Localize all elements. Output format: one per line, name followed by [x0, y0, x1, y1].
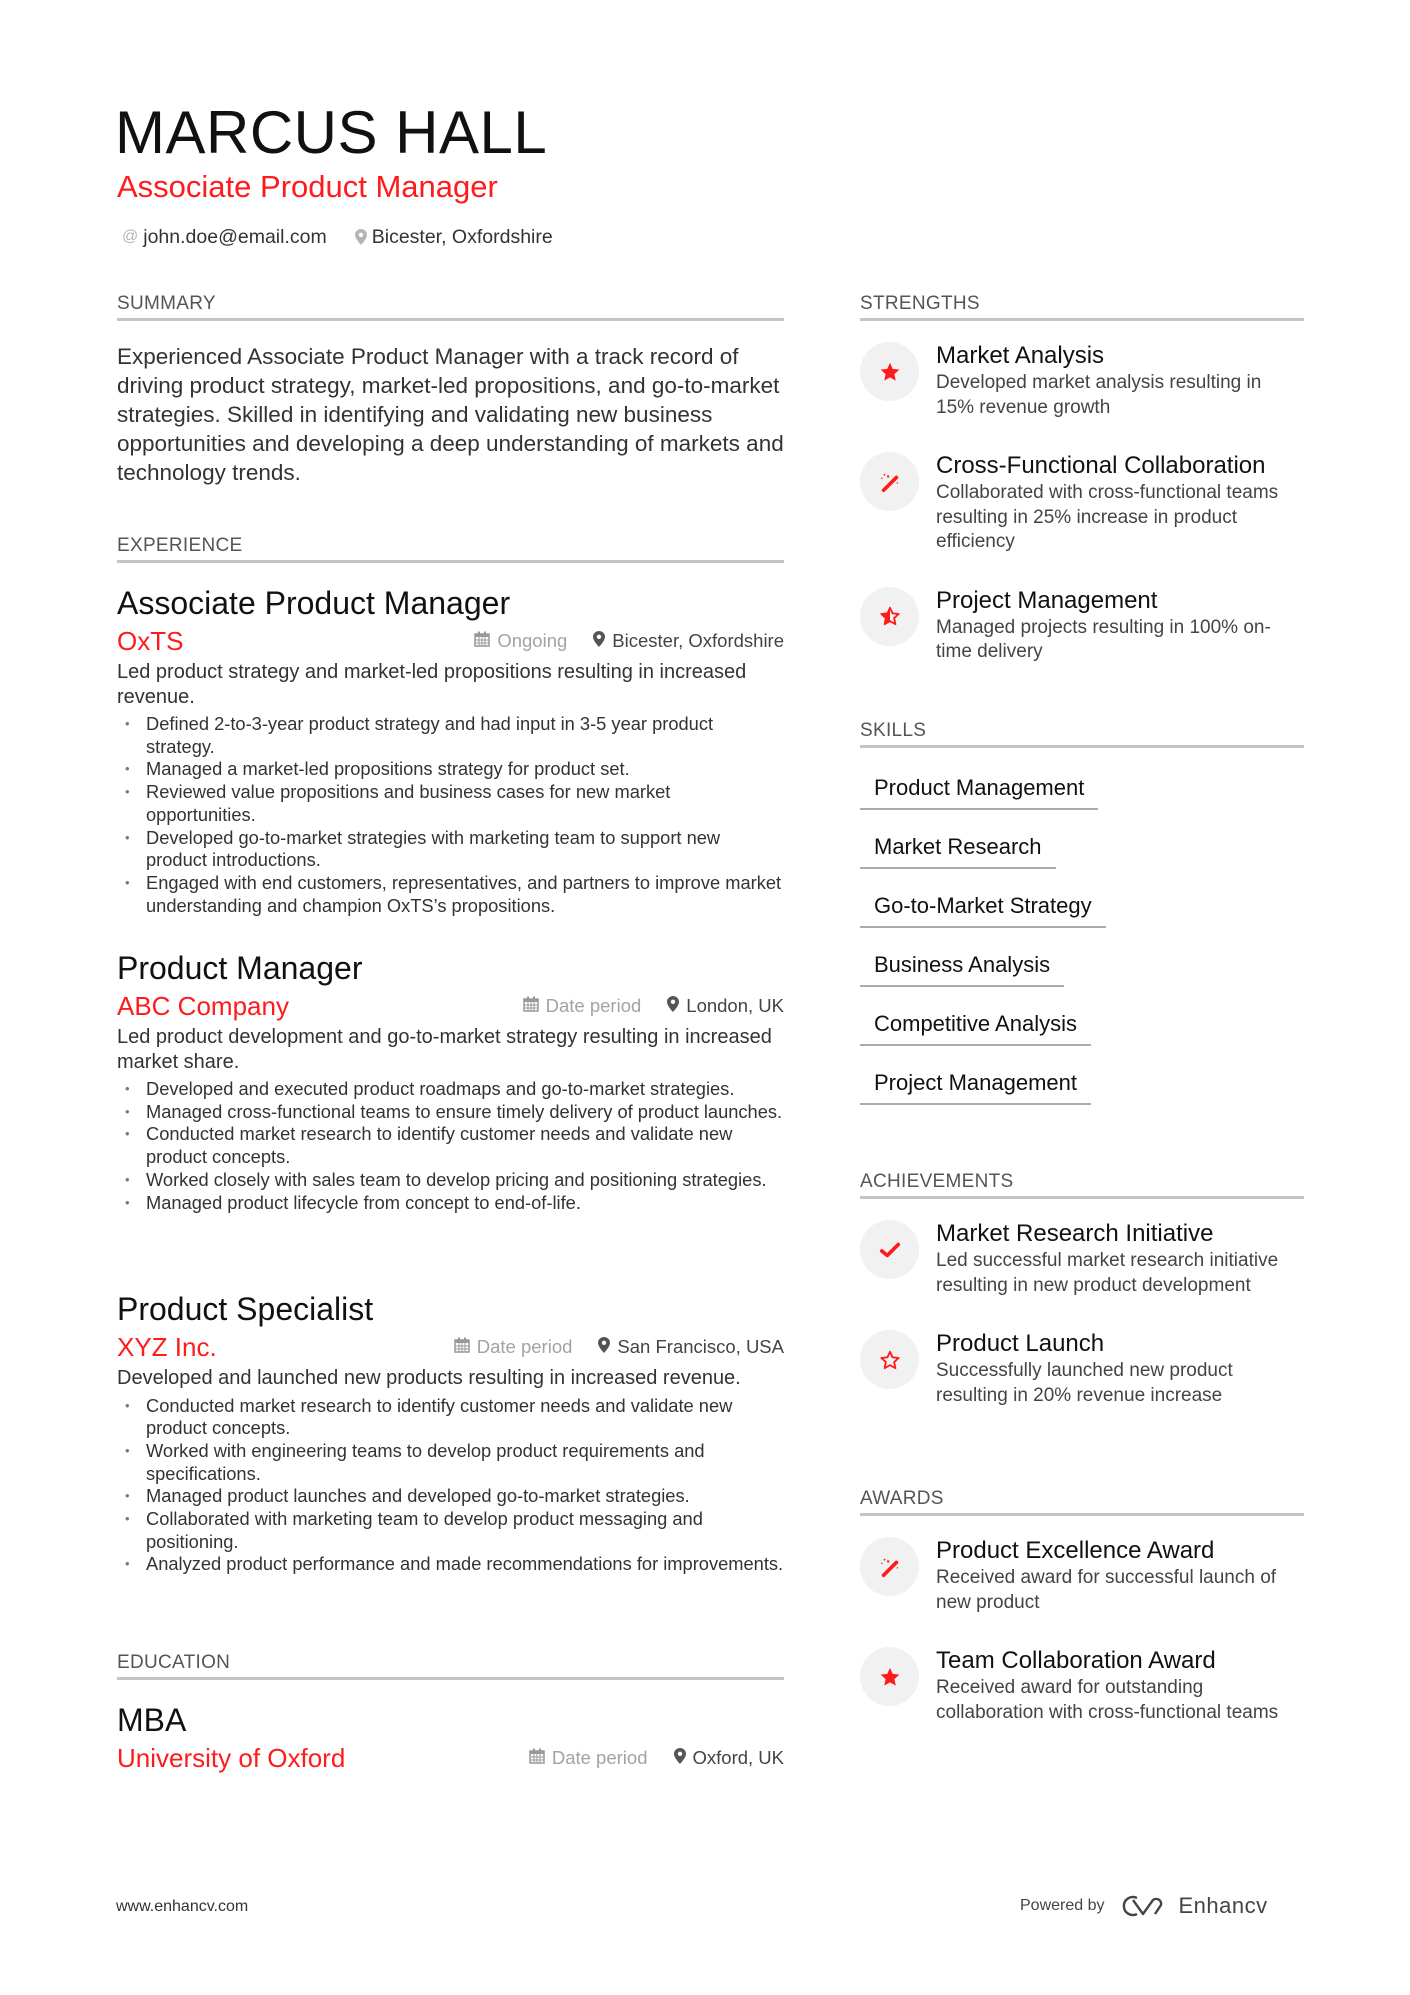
bullet-item: • Worked with engineering teams to develop product requirements and specifications. — [146, 1440, 784, 1485]
skills-list — [860, 773, 1304, 1105]
bullet-item: • Conducted market research to identify customer needs and validate new product concepts. — [146, 1123, 784, 1168]
achievements-item — [860, 1329, 1304, 1408]
summary-text: Experienced Associate Product Manager with a track record of driving product strategy, market-led propositions, and go-to-market strategies. Skilled in identifying and validating new business opportunities and developing a deep understanding of markets and technology trends. — [117, 344, 784, 485]
skill-tag: Project Management — [860, 1068, 1091, 1105]
location-pin-icon — [598, 1336, 610, 1358]
star-solid-icon — [860, 342, 919, 401]
bullet-item: • Managed cross-functional teams to ensure timely delivery of product launches. — [146, 1101, 784, 1124]
star-solid-icon — [860, 1647, 919, 1706]
job-meta-row — [117, 987, 784, 1025]
summary-section — [117, 293, 784, 487]
item-title: Market Research Initiative — [936, 1220, 1214, 1247]
calendar-icon — [523, 995, 539, 1017]
section-heading-skills: SKILLS — [860, 720, 927, 741]
location-pin-icon — [674, 1747, 686, 1769]
job-bullets — [117, 1078, 784, 1214]
job-location — [667, 995, 784, 1017]
strengths-item — [860, 586, 1304, 665]
footer-branding — [1020, 1893, 1268, 1919]
skill-tag: Go-to-Market Strategy — [860, 891, 1106, 928]
education-section — [117, 1652, 784, 1680]
job-entry — [117, 949, 784, 1214]
section-heading-experience: EXPERIENCE — [117, 535, 243, 556]
bullet-item: • Developed and executed product roadmaps and go-to-market strategies. — [146, 1078, 784, 1101]
section-heading-strengths: STRENGTHS — [860, 293, 980, 314]
calendar-icon — [529, 1747, 545, 1769]
job-title: Product Specialist — [117, 1291, 374, 1327]
job-location — [593, 630, 784, 652]
bullet-item: • Worked closely with sales team to develop pricing and positioning strategies. — [146, 1169, 784, 1192]
magic-wand-icon — [860, 1537, 919, 1596]
star-outline-icon — [860, 1330, 919, 1389]
job-date-text: Ongoing — [497, 630, 568, 651]
job-entry — [117, 584, 784, 917]
job-meta — [474, 630, 784, 652]
company-name: XYZ Inc. — [117, 1331, 217, 1362]
bullet-item: • Developed go-to-market strategies with marketing team to support new product introductions. — [146, 827, 784, 872]
bullet-item: • Analyzed product performance and made recommendations for improvements. — [146, 1553, 784, 1576]
education-location: Oxford, UK — [692, 1747, 784, 1768]
section-divider — [860, 318, 1304, 321]
strengths-section — [860, 293, 1304, 696]
section-divider — [117, 318, 784, 321]
bullet-item: • Managed product launches and developed go-to-market strategies. — [146, 1485, 784, 1508]
item-description: Received award for outstanding collaboration with cross-functional teams — [936, 1677, 1279, 1723]
star-half-icon — [860, 587, 919, 646]
skill-tag: Market Research — [860, 832, 1056, 869]
item-description: Successfully launched new product resulting in 20% revenue increase — [936, 1360, 1233, 1406]
skill-tag: Competitive Analysis — [860, 1009, 1091, 1046]
job-title: Associate Product Manager — [117, 585, 511, 621]
job-location-text: San Francisco, USA — [617, 1336, 784, 1357]
candidate-title: Associate Product Manager — [117, 169, 498, 204]
job-meta — [523, 995, 784, 1017]
bullet-item: • Defined 2-to-3-year product strategy and had input in 3-5 year product strategy. — [146, 713, 784, 758]
section-heading-summary: SUMMARY — [117, 293, 216, 314]
calendar-icon — [474, 630, 490, 652]
magic-wand-icon — [860, 452, 919, 511]
awards-item — [860, 1536, 1304, 1615]
enhancv-logo-icon — [1119, 1894, 1165, 1918]
item-title: Team Collaboration Award — [936, 1647, 1216, 1674]
bullet-item: • Managed a market-led propositions strategy for product set. — [146, 758, 784, 781]
item-description: Managed projects resulting in 100% on-time delivery — [936, 616, 1271, 662]
job-date — [523, 995, 642, 1017]
location-text: Bicester, Oxfordshire — [371, 226, 553, 248]
section-heading-achievements: ACHIEVEMENTS — [860, 1171, 1014, 1192]
awards-item — [860, 1646, 1304, 1725]
awards-list — [860, 1536, 1304, 1725]
contact-email — [122, 224, 327, 250]
enhancv-brand: Enhancv — [1178, 1893, 1268, 1918]
experience-section — [117, 535, 784, 563]
company-name: ABC Company — [117, 990, 289, 1021]
job-bullets — [117, 1395, 784, 1577]
job-location-text: London, UK — [686, 995, 784, 1016]
job-description: Developed and launched new products resulting in increased revenue. — [117, 1367, 741, 1389]
email-text: john.doe@email.com — [143, 226, 327, 248]
job-entry — [117, 1290, 784, 1576]
company-name: OxTS — [117, 625, 184, 656]
item-title: Product Launch — [936, 1330, 1105, 1357]
item-title: Product Excellence Award — [936, 1537, 1215, 1564]
check-icon — [860, 1220, 919, 1279]
strengths-list — [860, 341, 1304, 665]
item-title: Project Management — [936, 586, 1158, 614]
section-divider — [117, 1677, 784, 1680]
skill-tag: Product Management — [860, 773, 1098, 810]
job-title: Product Manager — [117, 950, 363, 986]
job-date-text: Date period — [545, 995, 642, 1016]
item-title: Cross-Functional Collaboration — [936, 452, 1266, 479]
item-description: Developed market analysis resulting in 15% revenue growth — [936, 372, 1262, 418]
achievements-list — [860, 1219, 1304, 1408]
achievements-section — [860, 1171, 1304, 1439]
job-date-text: Date period — [476, 1336, 573, 1357]
education-entry — [117, 1701, 784, 1777]
degree: MBA — [117, 1702, 187, 1738]
item-description: Collaborated with cross-functional teams resulting in 25% increase in product efficiency — [936, 482, 1279, 552]
section-divider — [860, 1513, 1304, 1516]
item-description: Led successful market research initiative resulting in new product development — [936, 1250, 1279, 1296]
job-bullets — [117, 713, 784, 917]
bullet-item: • Reviewed value propositions and business cases for new market opportunities. — [146, 781, 784, 826]
section-heading-education: EDUCATION — [117, 1652, 231, 1673]
job-meta — [454, 1336, 784, 1358]
contact-info — [122, 224, 553, 250]
skills-section — [860, 720, 1304, 1127]
strengths-item — [860, 451, 1304, 555]
calendar-icon — [454, 1336, 470, 1358]
section-divider — [860, 745, 1304, 748]
contact-location — [355, 224, 553, 250]
bullet-item: • Collaborated with marketing team to develop product messaging and positioning. — [146, 1508, 784, 1553]
job-location — [598, 1336, 784, 1358]
education-date: Date period — [551, 1747, 648, 1768]
job-date — [474, 630, 567, 652]
bullet-item: • Conducted market research to identify customer needs and validate new product concepts. — [146, 1395, 784, 1440]
location-pin-icon — [667, 995, 679, 1017]
footer-website-link[interactable]: www.enhancv.com — [116, 1898, 249, 1915]
candidate-name: MARCUS HALL — [115, 99, 548, 166]
section-divider — [860, 1196, 1304, 1199]
bullet-item: • Engaged with end customers, representatives, and partners to improve market understanding and champion OxTS’s propositions. — [146, 872, 784, 917]
strengths-item — [860, 341, 1304, 420]
job-description: Led product development and go-to-market strategy resulting in increased market share. — [117, 1026, 772, 1073]
awards-section — [860, 1488, 1304, 1756]
skill-tag: Business Analysis — [860, 950, 1064, 987]
location-pin-icon — [593, 630, 605, 652]
powered-by-label: Powered by — [1020, 1897, 1105, 1914]
job-location-text: Bicester, Oxfordshire — [612, 630, 784, 651]
job-meta-row — [117, 1328, 784, 1366]
item-description: Received award for successful launch of new product — [936, 1567, 1277, 1613]
job-meta-row — [117, 622, 784, 660]
school-name: University of Oxford — [117, 1742, 346, 1773]
bullet-item: • Managed product lifecycle from concept to end-of-life. — [146, 1192, 784, 1215]
achievements-item — [860, 1219, 1304, 1298]
location-pin-icon — [355, 229, 367, 245]
job-date — [454, 1336, 573, 1358]
item-title: Market Analysis — [936, 342, 1105, 369]
job-description: Led product strategy and market-led propositions resulting in increased revenue. — [117, 661, 747, 708]
at-icon: @ — [122, 228, 139, 245]
section-heading-awards: AWARDS — [860, 1488, 944, 1509]
section-divider — [117, 560, 784, 563]
